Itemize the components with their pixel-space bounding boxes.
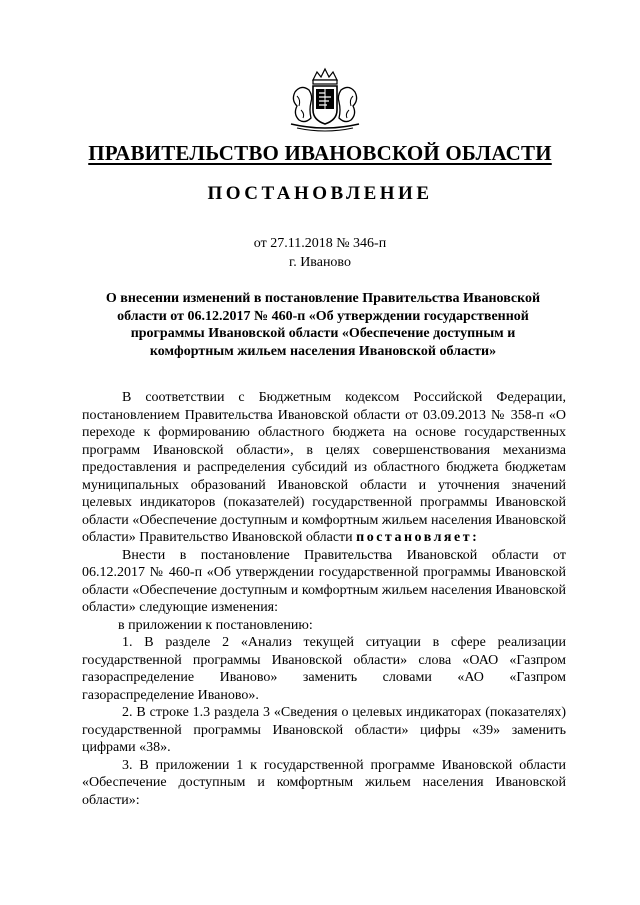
paragraph: в приложении к постановлению:	[118, 617, 313, 633]
document-body	[82, 389, 566, 809]
amendment-item: 3. В приложении 1 к государственной программе Ивановской области «Обеспечение доступным и комфортным жильем населения Ивановской области»:	[82, 757, 566, 808]
ivanovo-coat-of-arms-icon	[279, 66, 371, 136]
preamble-text: В соответствии с Бюджетным кодексом Российской Федерации, постановлением Правительства Ивановской области от 03.09.2013 № 358-п «О переходе к формированию областного бюджета на основе государственных программ Ивановской области», в целях совершенствования механизма предоставления и распределения субсидий из областного бюджета бюджетам муниципальных образований Ивановской области и уточнения значений целевых индикаторов (показателей) государственной программы Ивановской области «Обеспечение доступным и комфортным жильем населения Ивановской области» Правительство Ивановской области	[82, 390, 566, 545]
resolves-word: постановляет:	[356, 530, 480, 545]
date-number-line: от 27.11.2018 № 346-п	[253, 236, 387, 251]
paragraph: Внести в постановление Правительства Ивановской области от 06.12.2017 № 460-п «Об утверждении государственной программы Ивановской области «Обеспечение доступным и комфортным жильем населения Ивановской области» следующие изменения:	[82, 547, 566, 615]
amendment-item: 2. В строке 1.3 раздела 3 «Сведения о целевых индикаторах (показателях) государственной программы Ивановской области» цифры «39» заменить цифрами «38».	[82, 705, 566, 755]
preamble-paragraph	[82, 389, 566, 547]
amendment-item: 1. В разделе 2 «Анализ текущей ситуации в сфере реализации государственной программы Ивановской области» слова «ОАО «Газпром газораспределение Иваново» заменить словами «АО «Газпром газораспределение Иваново».	[82, 635, 566, 703]
document-type: ПОСТАНОВЛЕНИЕ	[207, 183, 433, 204]
document-subject: О внесении изменений в постановление Правительства Ивановской области от 06.12.2017 № 460-п «Об утверждении государственной программы Ивановской области «Обеспечение доступным и комфортным жильем населения Ивановской области»	[105, 291, 541, 359]
org-title: ПРАВИТЕЛЬСТВО ИВАНОВСКОЙ ОБЛАСТИ	[88, 141, 552, 165]
city-line: г. Иваново	[289, 255, 351, 270]
